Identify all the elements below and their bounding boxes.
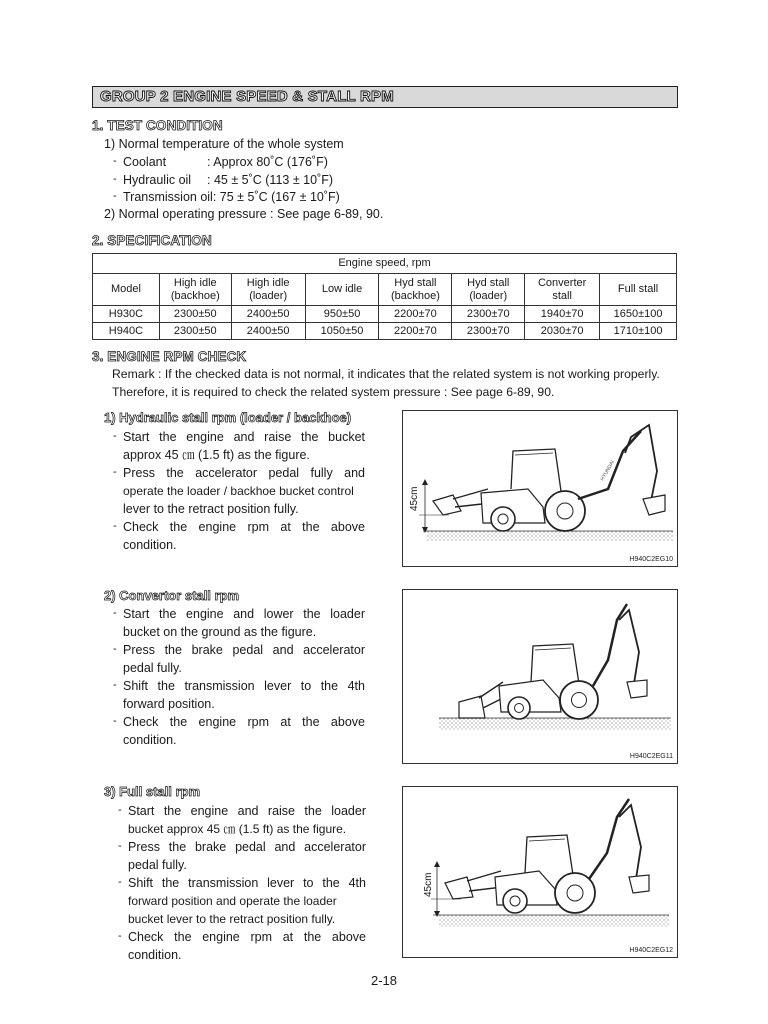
specification-heading: 2. SPECIFICATION (92, 233, 212, 248)
col-header: Hyd stall (loader) (452, 274, 525, 306)
page-number: 2-18 (370, 973, 398, 988)
col-header-model: Model (93, 274, 160, 306)
figure-code: H940C2EG11 (629, 753, 673, 760)
table-cell: 1710±100 (600, 323, 677, 340)
svg-text:HYUNDAI: HYUNDAI (599, 459, 616, 482)
backhoe-loader-illustration (403, 411, 679, 568)
backhoe-loader-illustration (403, 787, 679, 959)
section-title-full-stall: 3) Full stall rpm (104, 784, 201, 799)
list-item: - Check the engine rpm at the above condition. (113, 715, 365, 747)
col-header: Hyd stall (backhoe) (379, 274, 452, 306)
coolant-value: : Approx 80˚C (176˚F) (207, 155, 328, 169)
table-cell: 2300±50 (159, 306, 231, 323)
test-condition-item-2: 2) Normal operating pressure : See page 6-89, 90. (104, 207, 384, 221)
table-group-header: Engine speed, rpm (93, 254, 677, 274)
table-cell: 1050±50 (305, 323, 379, 340)
section-title-convertor-stall: 2) Convertor stall rpm (104, 588, 240, 603)
list-item: - Check the engine rpm at the above condition. (118, 930, 366, 962)
table-cell: H930C (93, 306, 160, 323)
test-condition-heading: 1. TEST CONDITION (92, 118, 223, 133)
col-header: Full stall (600, 274, 677, 306)
list-item: - Shift the transmission lever to the 4th forward position. (113, 679, 365, 711)
transmission-oil-row (113, 190, 340, 204)
dimension-label: 45cm (423, 872, 434, 897)
list-item: - Press the accelerator pedal fully and operate the loader / backhoe bucket control lever to the retract position fully. (113, 466, 365, 516)
table-cell: 2300±50 (159, 323, 231, 340)
bullet-dash: - (113, 190, 117, 202)
figure-code: H940C2EG10 (629, 556, 673, 563)
test-condition-item-1: 1) Normal temperature of the whole system (104, 137, 344, 151)
hydraulic-oil-value: : 45 ± 5˚C (113 ± 10˚F) (207, 173, 334, 187)
table-cell: 1650±100 (600, 306, 677, 323)
group-title: GROUP 2 ENGINE SPEED & STALL RPM (100, 88, 394, 105)
transmission-oil-value: : 75 ± 5˚C (167 ± 10˚F) (212, 190, 340, 204)
group-title-box (92, 86, 678, 108)
remark-line-1: Remark : If the checked data is not normal, it indicates that the related system is not working properly. (112, 367, 660, 381)
transmission-oil-label: Transmission oil (123, 190, 213, 204)
hydraulic-oil-label: Hydraulic oil (123, 173, 192, 187)
bullet-dash: - (113, 173, 117, 185)
table-row (93, 323, 677, 340)
coolant-row (113, 155, 328, 169)
col-header: High idle (loader) (231, 274, 305, 306)
table-row (93, 306, 677, 323)
col-header: Low idle (305, 274, 379, 306)
list-item: - Press the brake pedal and accelerator pedal fully. (113, 643, 365, 675)
table-cell: 2030±70 (525, 323, 600, 340)
engine-rpm-check-heading: 3. ENGINE RPM CHECK (92, 349, 247, 364)
table-cell: 950±50 (305, 306, 379, 323)
remark-line-2: Therefore, it is required to check the related system pressure : See page 6-89, 90. (112, 385, 555, 399)
dimension-label: 45cm (409, 486, 420, 511)
engine-speed-table (92, 253, 677, 340)
list-item: - Press the brake pedal and accelerator pedal fully. (118, 840, 366, 872)
list-item: - Start the engine and lower the loader bucket on the ground as the figure. (113, 607, 365, 639)
table-cell: 2400±50 (231, 323, 305, 340)
table-cell: 2400±50 (231, 306, 305, 323)
table-cell: 1940±70 (525, 306, 600, 323)
step-list (113, 428, 365, 554)
step-list (118, 802, 366, 964)
table-cell: H940C (93, 323, 160, 340)
list-item: - Shift the transmission lever to the 4th forward position and operate the loader bucket lever to the retract position fully. (118, 876, 366, 926)
coolant-label: Coolant (123, 155, 167, 169)
table-header-row (93, 274, 677, 306)
figure-hydraulic-stall (402, 410, 678, 567)
backhoe-loader-illustration (403, 590, 679, 765)
list-item: - Check the engine rpm at the above condition. (113, 520, 365, 552)
table-cell: 2300±70 (452, 323, 525, 340)
list-item: - Start the engine and raise the bucket approx 45 ㎝ (1.5 ft) as the figure. (113, 430, 365, 462)
figure-full-stall (402, 786, 678, 958)
table-cell: 2200±70 (379, 306, 452, 323)
table-cell: 2200±70 (379, 323, 452, 340)
step-list (113, 605, 365, 749)
col-header: Converter stall (525, 274, 600, 306)
table-cell: 2300±70 (452, 306, 525, 323)
list-item: - Start the engine and raise the loader bucket approx 45 ㎝ (1.5 ft) as the figure. (118, 804, 366, 836)
col-header: High idle (backhoe) (159, 274, 231, 306)
bullet-dash: - (113, 155, 117, 167)
figure-code: H940C2EG12 (629, 947, 673, 954)
section-title-hydraulic-stall: 1) Hydraulic stall rpm (loader / backhoe) (104, 410, 352, 425)
figure-convertor-stall (402, 589, 678, 764)
hydraulic-oil-row (113, 173, 333, 187)
